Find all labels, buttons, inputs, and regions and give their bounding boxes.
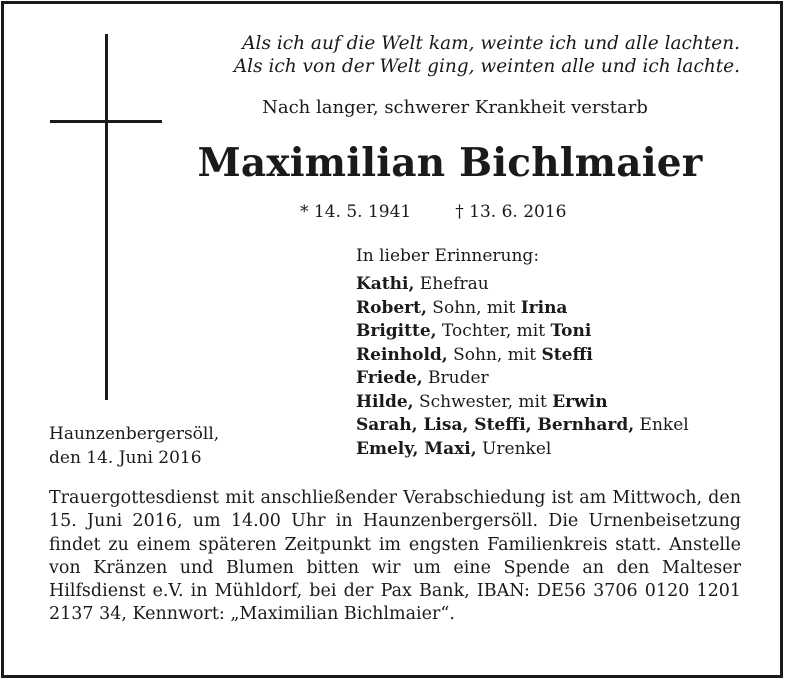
funeral-notice: Trauergottesdienst mit anschließender Verabschiedung ist am Mittwoch, den 15. Juni 2016, um 14.00 Uhr in Haunzenbergersöll. Die Urnenbeisetzung findet zu einem späteren Zeitpunkt im engsten Familienkreis statt. Anstelle von Kränzen und Blumen bitten wir um eine Spende an den Malteser Hilfsdienst e.V. in Mühldorf, bei der Pax Bank, IBAN: DE56 3706 0120 1201 2137 34, Kennwort: „Maximilian Bichlmaier“. <box>49 488 741 625</box>
mourner-partner: Erwin <box>552 391 608 412</box>
cross-icon-horizontal <box>50 120 162 123</box>
mourner-row <box>356 438 689 462</box>
mourner-name: Hilde, <box>356 391 414 412</box>
intro-text: Nach langer, schwerer Krankheit verstarb <box>262 97 648 118</box>
mourner-name: Kathi, <box>356 274 415 294</box>
motto-line-2: Als ich von der Welt ging, weinten alle und ich lachte. <box>233 56 740 77</box>
mourner-row <box>356 273 689 297</box>
mourner-name: Emely, Maxi, <box>356 438 477 459</box>
mourner-relation: Schwester, mit <box>413 391 553 412</box>
mourner-row <box>356 414 689 438</box>
place-and-date <box>49 423 219 470</box>
mourner-partner: Toni <box>550 321 592 341</box>
mourner-relation: Tochter, mit <box>436 321 551 341</box>
place-town: Haunzenbergersöll, <box>49 424 220 444</box>
mourner-row <box>356 391 689 415</box>
mourner-relation: Urenkel <box>476 438 552 459</box>
place-date: den 14. Juni 2016 <box>49 447 202 468</box>
mourner-relation: Sohn, mit <box>447 344 542 365</box>
mourner-row <box>356 320 689 344</box>
mourner-row <box>356 367 689 391</box>
birth-date: * 14. 5. 1941 <box>300 202 412 222</box>
mourner-name: Brigitte, <box>356 321 437 341</box>
mourner-name: Reinhold, <box>356 344 448 365</box>
mourner-relation: Enkel <box>634 415 689 435</box>
mourner-row <box>356 297 689 321</box>
mourner-name: Friede, <box>356 368 423 388</box>
mourner-relation: Bruder <box>422 368 489 388</box>
mourner-name: Robert, <box>356 297 427 318</box>
deceased-name: Maximilian Bichlmaier <box>197 140 703 186</box>
cross-icon-vertical <box>105 34 108 400</box>
mourner-relation: Sohn, mit <box>426 297 521 318</box>
mourner-relation: Ehefrau <box>414 274 489 294</box>
mourner-partner: Steffi <box>541 344 593 365</box>
mourners-list <box>356 273 689 461</box>
remembrance-heading: In lieber Erinnerung: <box>356 246 540 266</box>
death-date: † 13. 6. 2016 <box>455 202 567 222</box>
motto <box>234 32 740 78</box>
mourner-row <box>356 344 689 368</box>
mourner-partner: Irina <box>520 297 568 318</box>
life-dates <box>300 202 566 222</box>
mourner-name: Sarah, Lisa, Steffi, Bernhard, <box>356 415 635 435</box>
motto-line-1: Als ich auf die Welt kam, weinte ich und alle lachten. <box>242 33 740 54</box>
